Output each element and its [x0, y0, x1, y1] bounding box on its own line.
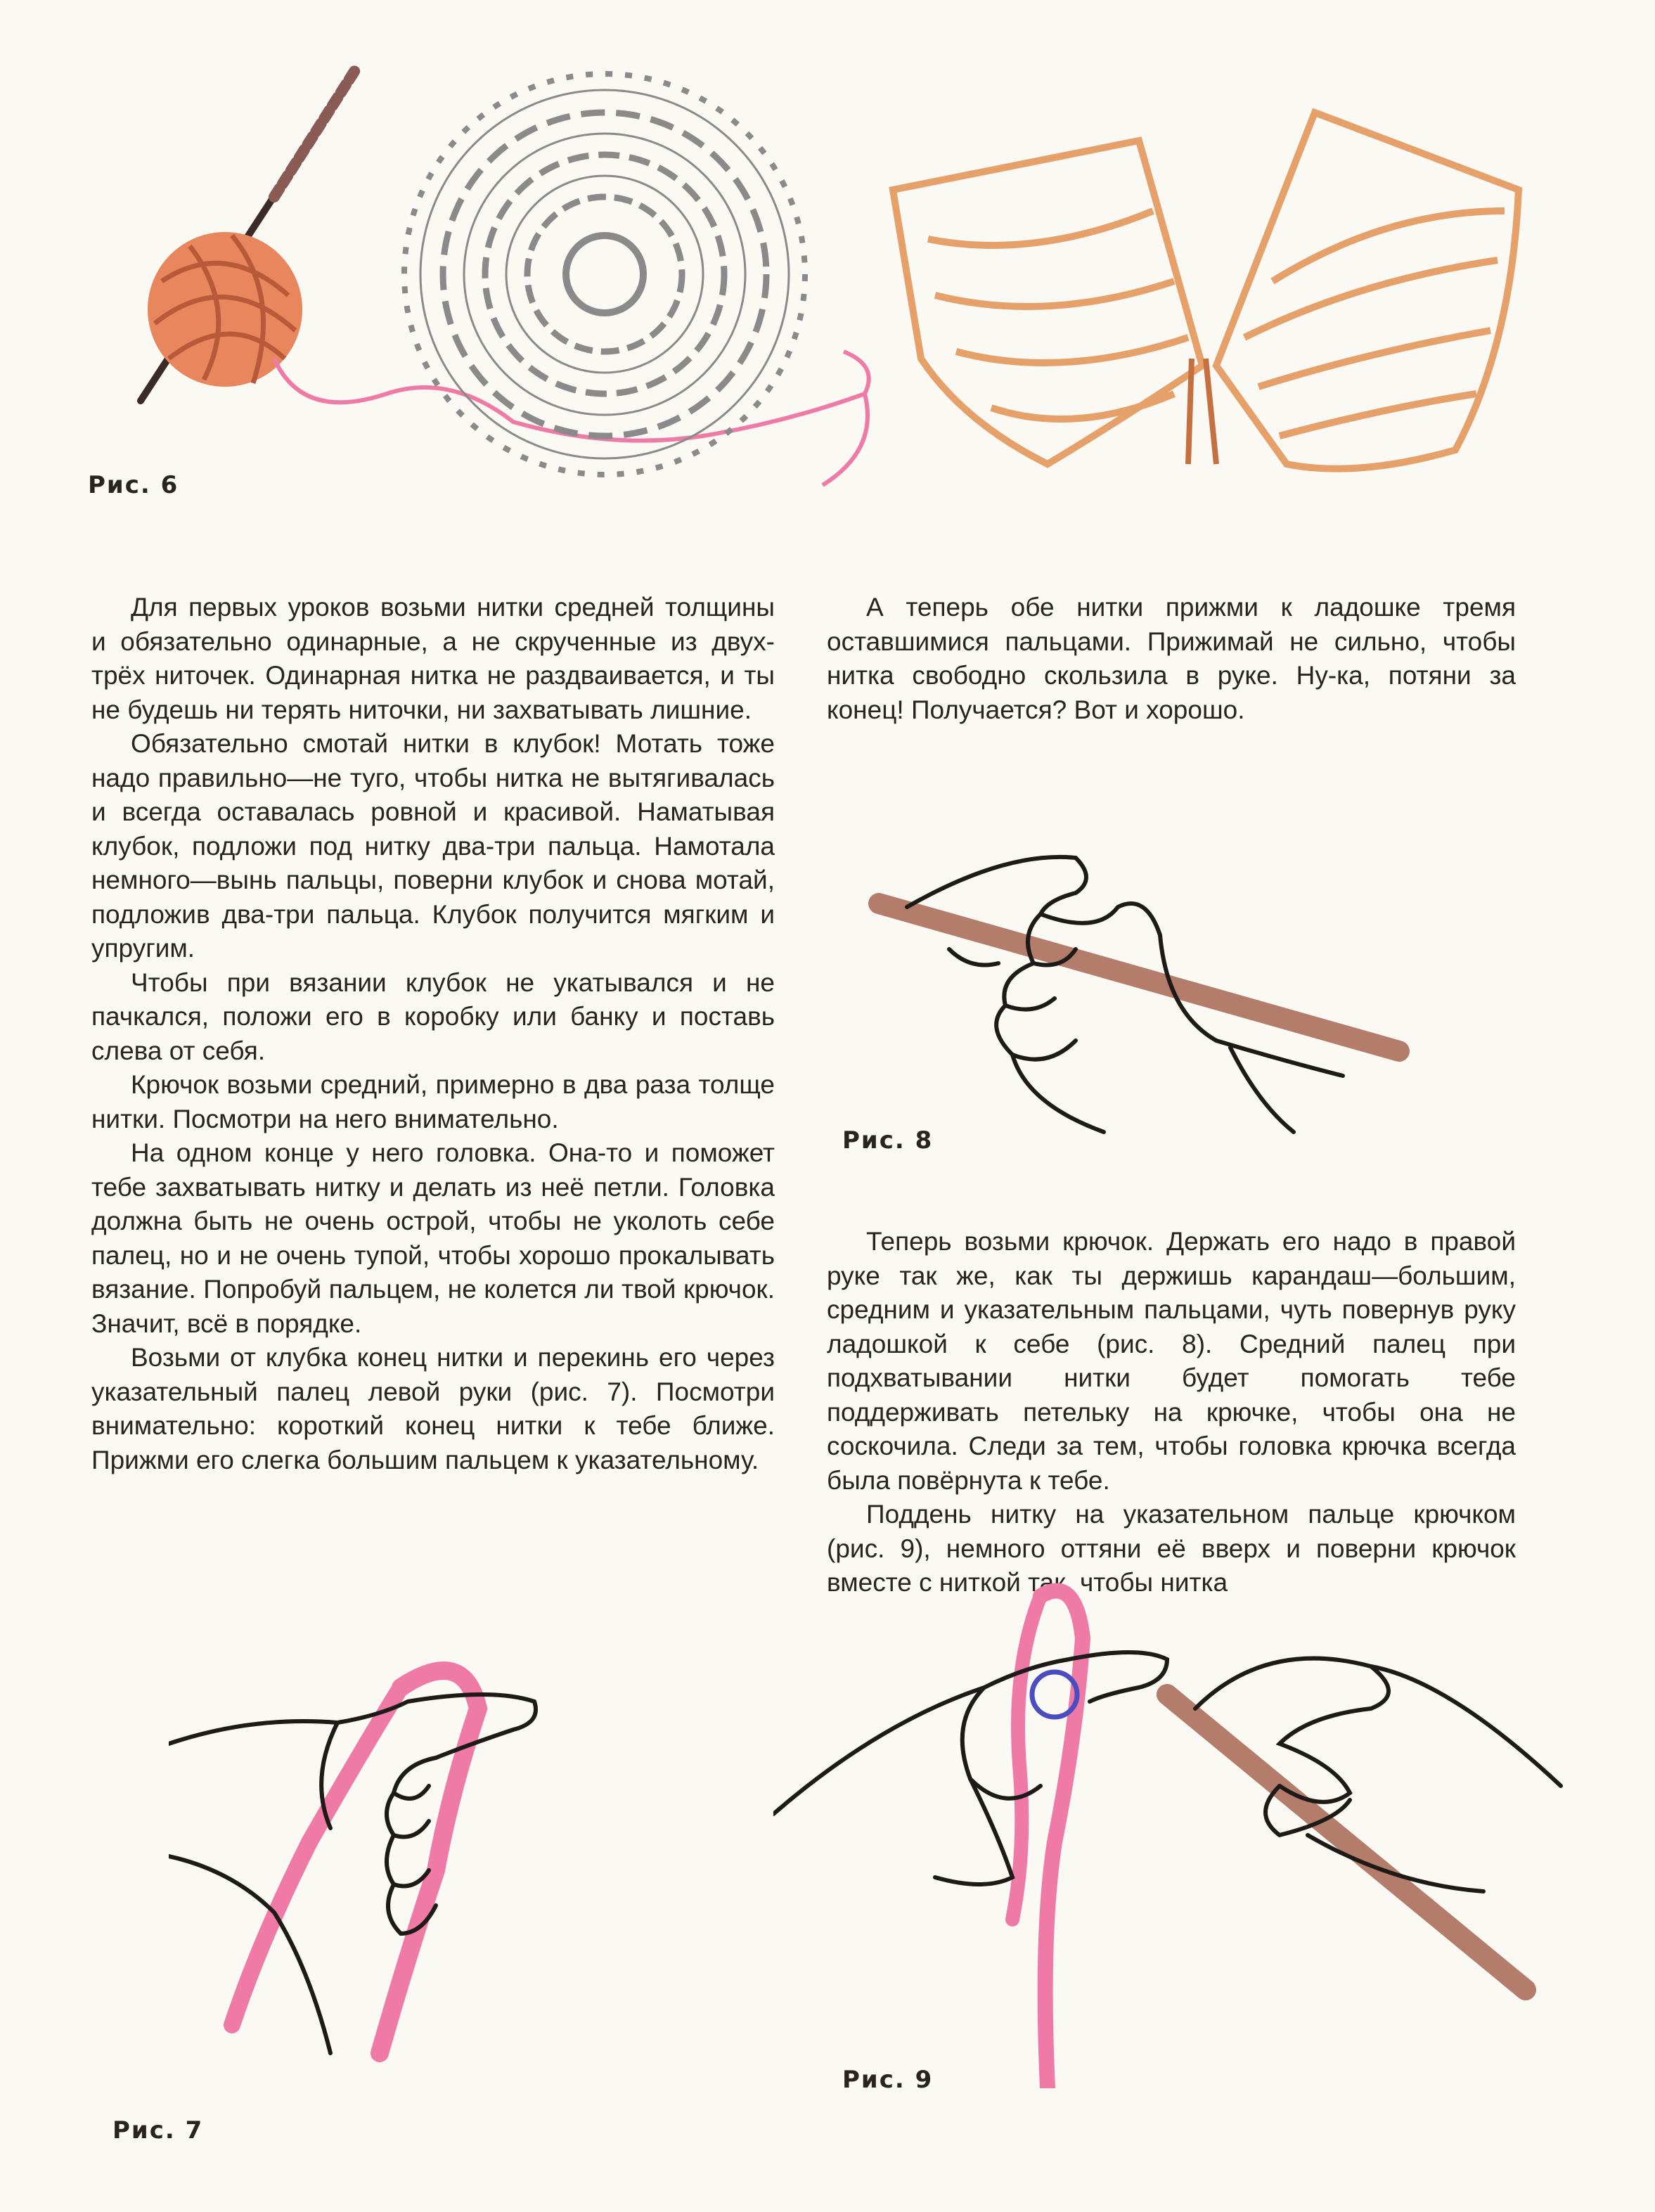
fig7-illustration [169, 1603, 619, 2095]
fig8-caption: Рис. 8 [842, 1126, 934, 1155]
paragraph: Обязательно смотай нитки в клубок! Мотать тоже надо правильно—не туго, чтобы нитка не вытягивалась и всегда оставалась ровной и красивой. Наматывая клубок, подложи под нитку два-три пальца. Намотала немного—вынь пальцы, поверни клубок и снова мотай, подложив два-три пальца. Клубок получится мягким и упругим. [91, 729, 775, 963]
left-text-column [91, 591, 775, 1477]
paragraph: Для первых уроков возьми нитки средней толщины и обязательно одинарные, а не скрученные из двух-трёх ниточек. Одинарная нитка не раздваивается, и ты не будешь ни терять ниточки, ни захватывать лишние. [91, 593, 775, 724]
doily [404, 74, 805, 475]
paragraph: Чтобы при вязании клубок не укатывался и не пачкался, положи его в коробку или банку и поставь слева от себя. [91, 967, 775, 1065]
paragraph: А теперь обе нитки прижми к ладошке тремя оставшимися пальцами. Прижимай не сильно, чтобы нитка свободно скользила в руке. Ну-ка, потяни за конец! Получается? Вот и хорошо. [827, 593, 1516, 724]
fig6-illustration [120, 28, 1540, 562]
fig6-caption: Рис. 6 [88, 471, 179, 499]
right-text-column-bottom [827, 1225, 1516, 1600]
right-text-column-top [827, 591, 1516, 727]
fig7-caption: Рис. 7 [112, 2116, 204, 2145]
paragraph: Крючок возьми средний, примерно в два раза толще нитки. Посмотри на него внимательно. [91, 1070, 775, 1133]
lace-collar [893, 112, 1519, 469]
paragraph: Теперь возьми крючок. Держать его надо в правой руке так же, как ты держишь карандаш—большим, средним и указательным пальцами, чуть повернув руку ладошкой к себе (рис. 8). Средний палец при подхватывании нитки будет помогать тебе поддерживать петельку на крючке, чтобы она не соскочила. Следи за тем, чтобы головка крючка всегда была повёрнута к тебе. [827, 1227, 1516, 1495]
fig9-illustration [773, 1582, 1582, 2088]
fig8-illustration [865, 837, 1427, 1139]
paragraph: На одном конце у него головка. Она-то и поможет тебе захватывать нитку и делать из неё петли. Головка должна быть не очень острой, чтобы не уколоть себе палец, но и не очень тупой, чтобы хорошо прокалывать вязание. Попробуй пальцем, не колется ли твой крючок. Значит, всё в порядке. [91, 1138, 775, 1338]
paragraph: Возьми от клубка конец нитки и перекинь его через указательный палец левой руки (рис. 7). Посмотри внимательно: короткий конец нитки к тебе ближе. Прижми его слегка большим пальцем к указательному. [91, 1343, 775, 1474]
fig9-caption: Рис. 9 [842, 2066, 934, 2094]
paragraph: Поддень нитку на указательном пальце крючком (рис. 9), немного оттяни её вверх и поверни крючок вместе с ниткой так, чтобы нитка [827, 1500, 1516, 1597]
